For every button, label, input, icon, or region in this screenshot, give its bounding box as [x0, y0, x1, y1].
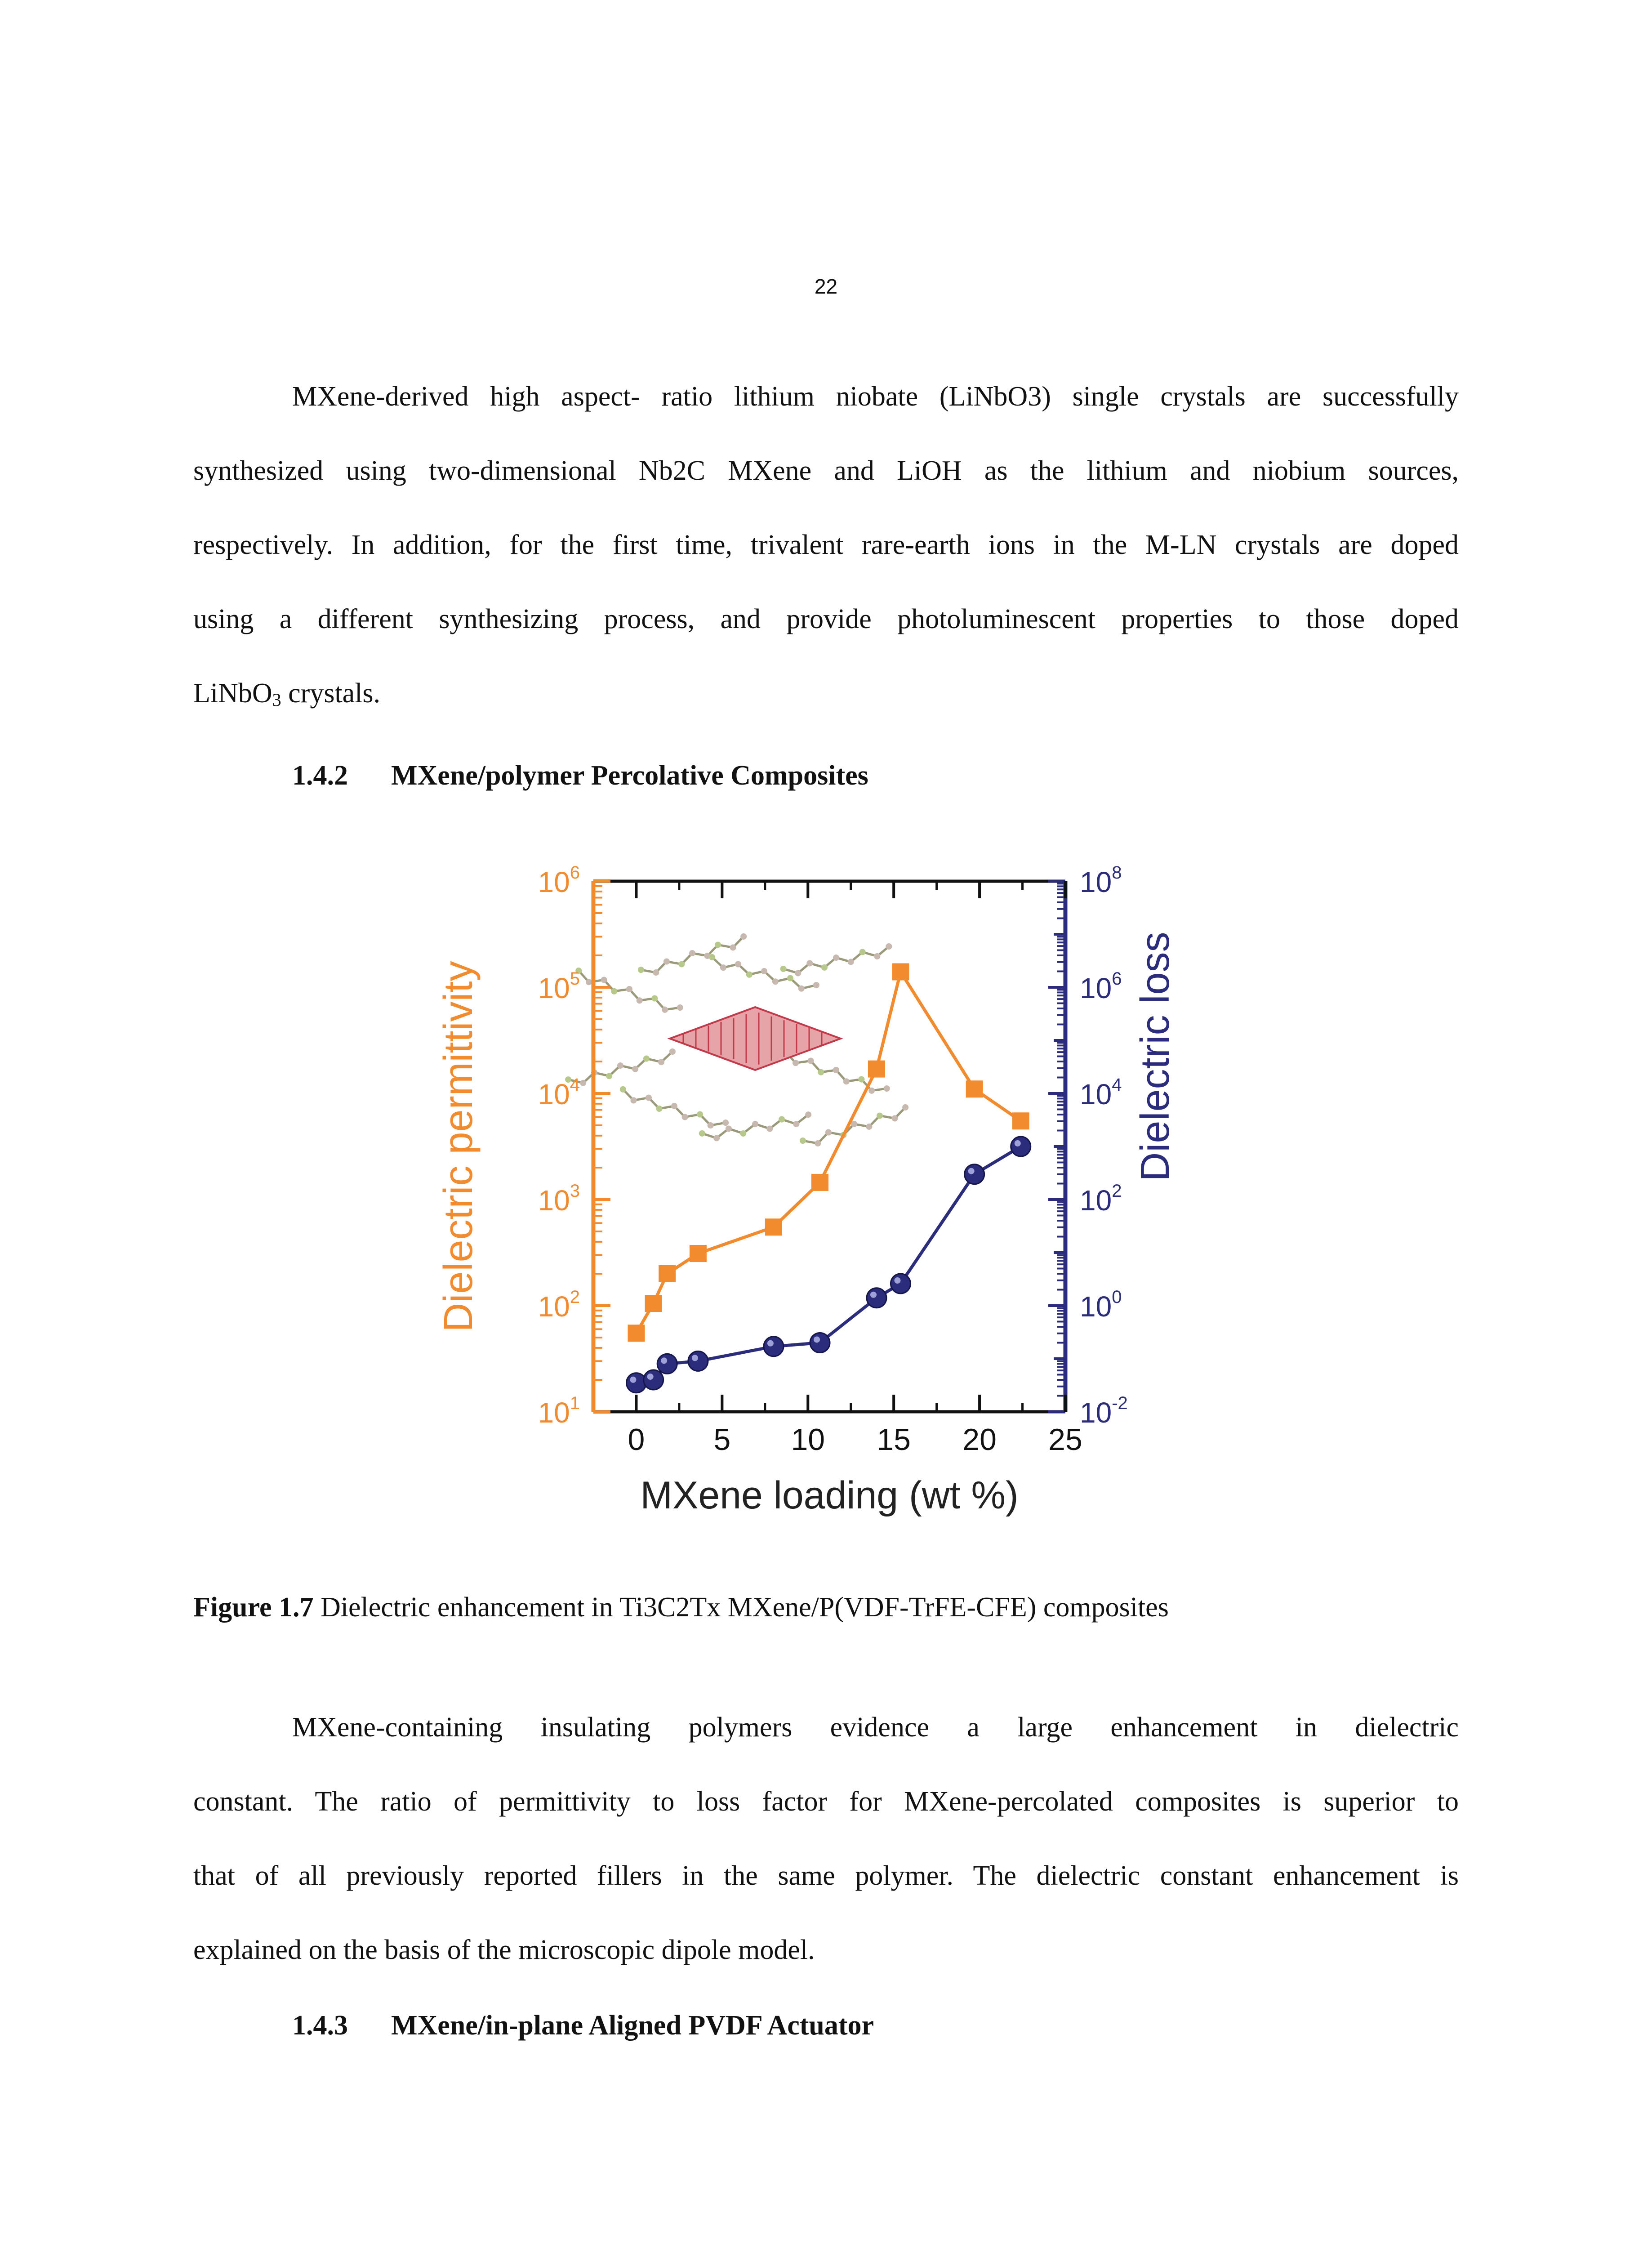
right-tick-label: $10^6$	[1080, 969, 1122, 1004]
intro-paragraph	[193, 360, 1459, 733]
chain-atom	[637, 966, 645, 974]
permittivity-line	[636, 972, 1020, 1334]
paragraph-line: synthesized using two-dimensional Nb2C MXene and LiOH as the lithium and niobium sources,	[193, 455, 1459, 486]
loss-point	[764, 1337, 784, 1356]
left-tick-label: $10^4$	[538, 1075, 580, 1111]
x-axis-label: MXene loading (wt %)	[640, 1474, 1019, 1517]
x-tick-label: 25	[1048, 1423, 1082, 1457]
polymer-chain	[565, 1048, 678, 1090]
permittivity-point	[645, 1295, 662, 1312]
left-tick-label: $10^1$	[538, 1393, 580, 1429]
loss-point	[626, 1373, 646, 1393]
inset-molecular-illustration	[565, 932, 912, 1151]
chain-atom	[779, 965, 787, 973]
chain-atom	[799, 1137, 807, 1145]
page-number: 22	[814, 275, 838, 298]
paragraph-line: respectively. In addition, for the first time, trivalent rare-earth ions in the M-LN crystals are doped	[193, 530, 1459, 560]
permittivity-point	[765, 1218, 782, 1236]
loss-point	[810, 1333, 830, 1352]
loss-point	[1011, 1137, 1031, 1156]
caption-text: Dielectric enhancement in Ti3C2Tx MXene/P(VDF-TrFE-CFE) composites	[313, 1592, 1169, 1623]
loss-point	[965, 1164, 984, 1184]
x-tick-label: 0	[628, 1423, 645, 1457]
loss-point	[688, 1351, 708, 1371]
section-heading-1-4-2	[292, 760, 868, 792]
loss-point-highlight	[1015, 1140, 1021, 1146]
permittivity-point	[659, 1265, 676, 1282]
permittivity-point	[966, 1080, 983, 1097]
polymer-chain	[779, 943, 894, 980]
right-tick-label: $10^{-2}$	[1080, 1393, 1128, 1429]
chain-atom	[883, 1084, 891, 1093]
paragraph-line: that of all previously reported fillers in the same polymer. The dielectric constant enhancement is	[193, 1860, 1459, 1891]
left-tick-label: $10^5$	[538, 969, 580, 1004]
loss-point-highlight	[814, 1336, 820, 1343]
right-tick-label: $10^8$	[1080, 863, 1122, 898]
figure-label: Figure 1.7	[193, 1592, 314, 1623]
dielectric-chart	[436, 854, 1178, 1547]
chain-atom	[676, 1004, 684, 1012]
right-tick-label: $10^2$	[1080, 1181, 1122, 1217]
loss-point-highlight	[870, 1292, 877, 1298]
left-tick-label: $10^2$	[538, 1287, 580, 1323]
loss-point-highlight	[661, 1357, 667, 1364]
polymer-chain	[572, 967, 684, 1018]
polymer-chain	[699, 1111, 813, 1144]
paragraph-line: constant. The ratio of permittivity to loss factor for MXene-percolated composites is superior to	[193, 1786, 1459, 1817]
section-heading-1-4-3	[292, 2010, 874, 2042]
paragraph-line: MXene-containing insulating polymers evidence a large enhancement in dielectric	[292, 1712, 1459, 1743]
loss-point-highlight	[630, 1377, 636, 1383]
loss-point	[891, 1274, 910, 1293]
right-tick-label: $10^4$	[1080, 1075, 1122, 1111]
polymer-chain	[617, 1085, 730, 1133]
figure-caption	[193, 1592, 1169, 1624]
chain-atom	[721, 1119, 730, 1127]
formula-subscript: 3	[272, 690, 281, 710]
polymer-chain	[637, 932, 750, 981]
left-tick-label: $10^6$	[538, 863, 580, 898]
x-tick-label: 10	[791, 1423, 825, 1457]
loss-point-highlight	[767, 1340, 774, 1347]
polymer-chain	[706, 953, 820, 996]
paragraph-line: using a different synthesizing process, and provide photoluminescent properties to those doped	[193, 604, 1459, 634]
mxene-sheet	[670, 1007, 841, 1070]
x-tick-label: 5	[713, 1423, 731, 1457]
permittivity-point	[690, 1245, 707, 1262]
section-number: 1.4.2	[292, 760, 348, 791]
linbo-formula: LiNbO	[193, 678, 272, 709]
left-tick-label: $10^3$	[538, 1181, 580, 1217]
section-title: MXene/polymer Percolative Composites	[391, 760, 868, 791]
chain-atom	[812, 981, 820, 989]
left-axis-label: Dielectric permittivity	[436, 961, 481, 1332]
permittivity-point	[811, 1174, 828, 1191]
loss-point	[644, 1370, 663, 1390]
permittivity-point	[892, 963, 909, 981]
x-tick-label: 15	[877, 1423, 911, 1457]
right-axis-label: Dielectric loss	[1133, 932, 1178, 1182]
paragraph-line	[193, 656, 1459, 733]
loss-point-highlight	[968, 1168, 975, 1174]
loss-point	[657, 1354, 677, 1374]
chain-atom	[699, 1130, 706, 1137]
loss-point	[867, 1288, 886, 1308]
paragraph-line: explained on the basis of the microscopic dipole model.	[193, 1935, 815, 1965]
permittivity-point	[868, 1061, 885, 1078]
section-number: 1.4.3	[292, 2010, 348, 2041]
permittivity-point	[628, 1325, 645, 1342]
x-tick-label: 20	[962, 1423, 997, 1457]
second-paragraph	[193, 1690, 1459, 1987]
loss-point-highlight	[894, 1277, 900, 1284]
right-tick-label: $10^0$	[1080, 1287, 1122, 1323]
section-title: MXene/in-plane Aligned PVDF Actuator	[391, 2010, 874, 2041]
permittivity-point	[1012, 1112, 1029, 1129]
loss-point-highlight	[692, 1355, 698, 1361]
line-suffix: crystals.	[281, 678, 381, 709]
paragraph-line: MXene-derived high aspect- ratio lithium niobate (LiNbO3) single crystals are successfully	[292, 381, 1459, 412]
loss-point-highlight	[647, 1374, 654, 1380]
